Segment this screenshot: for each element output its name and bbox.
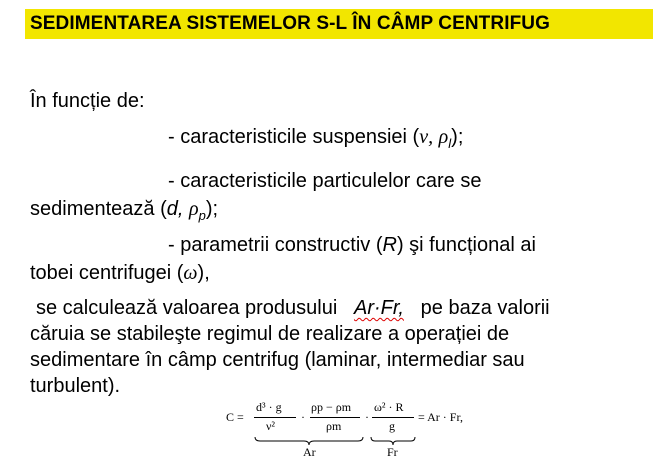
fraction2-denominator: ρm [326,419,342,433]
paragraph-line2: căruia se stabileşte regimul de realizare a operației de [30,323,510,345]
fraction3-bar [372,417,414,418]
fraction1-numerator: d³ · g [256,400,282,414]
brace-fr-label: Fr [387,445,398,459]
fraction3-denominator: g [389,419,395,433]
formula-rhs: = Ar · Fr, [418,410,463,424]
formula-dot1: · [301,410,305,424]
brace-ar-label: Ar [303,445,316,459]
item-suspension: - caracteristicile suspensiei (ν, $\rho_l$); [168,126,464,151]
paragraph-line3: sedimentare în câmp centrifug (laminar, intermediar sau [30,349,525,371]
item-centrifuge-line2: tobei centrifugei (ω), [30,262,210,284]
slide-title: SEDIMENTAREA SISTEMELOR S-L ÎN CÂMP CENTRIFUG [30,13,550,34]
paragraph-line1: se calculează valoarea produsului Ar·Fr, pe baza valorii [36,297,550,319]
formula-lhs: C = [226,410,244,424]
fraction1-bar [254,417,296,418]
item-centrifuge-line1: - parametrii constructiv (R) şi funcțional ai [168,234,536,256]
intro-text: În funcție de: [30,90,145,112]
fraction2-bar [310,417,360,418]
ar-fr-term: Ar·Fr, [353,297,404,319]
formula-dot2: · [365,410,369,424]
paragraph-line4: turbulent). [30,375,121,397]
fraction2-numerator: ρp − ρm [311,400,352,414]
item-particles-line2: sedimentează (d, $\rho_p$); [30,198,219,223]
sedimentation-formula [226,398,486,460]
fraction3-numerator: ω² · R [374,400,404,414]
fraction1-denominator: ν² [266,419,276,433]
item-particles-line1: - caracteristicile particulelor care se [168,170,482,192]
